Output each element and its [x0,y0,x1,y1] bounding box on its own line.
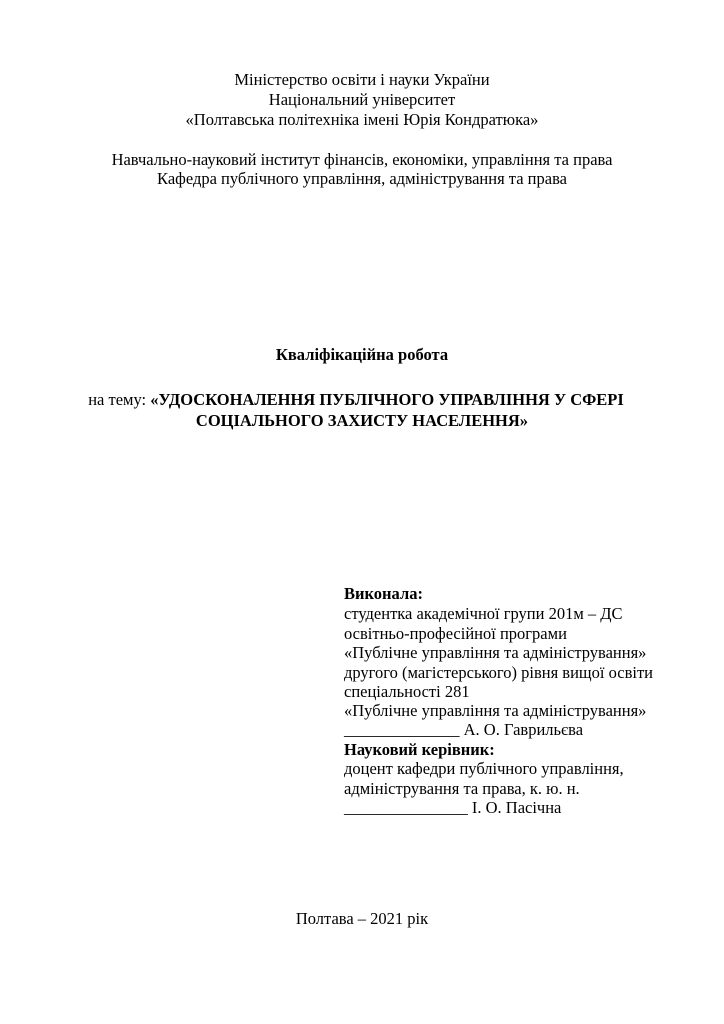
place-year: Полтава – 2021 рік [295,909,429,928]
topic-prefix: на тему: [88,390,151,409]
supervisor-line-1: доцент кафедри публічного управління, [344,759,624,778]
author-line-6: «Публічне управління та адміністрування» [344,701,647,720]
institute-line: Навчально-науковий інститут фінансів, економіки, управління та права [111,150,613,169]
department-line: Кафедра публічного управління, адміністрування та права [157,169,567,188]
author-line-2: освітньо-професійної програми [344,624,567,643]
topic-line-1 [18,390,694,410]
author-heading: Виконала: [344,584,423,603]
author-line-3: «Публічне управління та адміністрування» [344,643,647,662]
university-name-line: «Полтавська політехніка імені Юрія Кондратюка» [185,110,539,129]
work-type: Кваліфікаційна робота [275,345,449,364]
author-signature: ______________ А. О. Гаврильєва [344,720,584,739]
university-line: Національний університет [268,90,456,109]
author-line-4: другого (магістерського) рівня вищої освіти [344,663,653,682]
topic-title-1: «УДОСКОНАЛЕННЯ ПУБЛІЧНОГО УПРАВЛІННЯ У СФЕРІ [150,390,624,409]
supervisor-heading: Науковий керівник: [344,740,495,759]
supervisor-signature: _______________ І. О. Пасічна [344,798,562,817]
ministry-line: Міністерство освіти і науки України [234,70,490,89]
author-line-1: студентка академічної групи 201м – ДС [344,604,623,623]
supervisor-line-2: адміністрування та права, к. ю. н. [344,779,580,798]
topic-line-2: СОЦІАЛЬНОГО ЗАХИСТУ НАСЕЛЕННЯ» [195,411,529,430]
author-line-5: спеціальності 281 [344,682,470,701]
